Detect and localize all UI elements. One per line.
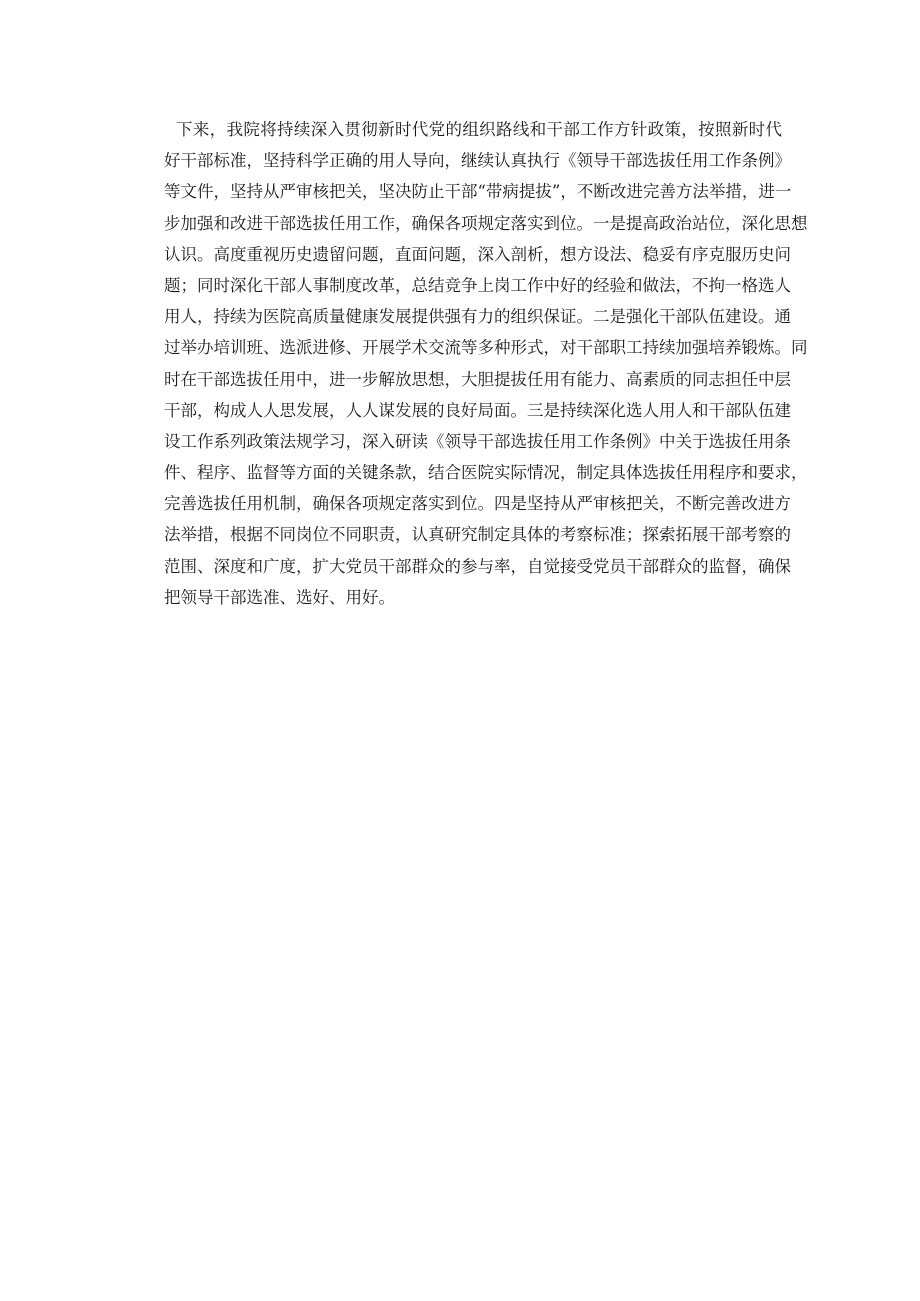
text-line: 过举办培训班、选派进修、开展学术交流等多种形式，对干部职工持续加强培养锻炼。同 [164, 338, 808, 358]
text-line: 完善选拔任用机制，确保各项规定落实到位。四是坚持从严审核把关，不断完善改进方 [164, 494, 791, 514]
text-line: 时在干部选拔任用中，进一步解放思想，大胆提拔任用有能力、高素质的同志担任中层 [164, 369, 791, 389]
text-line: 范围、深度和广度，扩大党员干部群众的参与率，自觉接受党员干部群众的监督，确保 [164, 556, 791, 576]
text-line: 步加强和改进干部选拔任用工作，确保各项规定落实到位。一是提高政治站位，深化思想 [164, 213, 808, 233]
text-line: 好干部标准，坚持科学正确的用人导向，继续认真执行《领导干部选拔任用工作条例》 [164, 151, 791, 171]
text-line: 设工作系列政策法规学习，深入研读《领导干部选拔任用工作条例》中关于选拔任用条 [164, 431, 791, 451]
text-line: 件、程序、监督等方面的关键条款，结合医院实际情况，制定具体选拔任用程序和要求， [164, 463, 808, 483]
text-line: 题；同时深化干部人事制度改革，总结竞争上岗工作中好的经验和做法，不拘一格选人 [164, 275, 791, 295]
text-line: 下来，我院将持续深入贯彻新时代党的组织路线和干部工作方针政策，按照新时代 [176, 120, 782, 139]
body-paragraph [164, 114, 808, 613]
text-line: 干部，构成人人思发展，人人谋发展的良好局面。三是持续深化选人用人和干部队伍建 [164, 400, 791, 420]
text-line: 认识。高度重视历史遗留问题，直面问题，深入剖析，想方设法、稳妥有序克服历史问 [164, 244, 791, 264]
text-line: 用人，持续为医院高质量健康发展提供强有力的组织保证。二是强化干部队伍建设。通 [164, 307, 791, 327]
text-line: 把领导干部选准、选好、用好。 [164, 587, 395, 607]
text-line: 法举措，根据不同岗位不同职责，认真研究制定具体的考察标准；探索拓展干部考察的 [164, 525, 791, 545]
text-line: 等文件，坚持从严审核把关，坚决防止干部“带病提拔”，不断改进完善方法举措，进一 [164, 182, 792, 202]
